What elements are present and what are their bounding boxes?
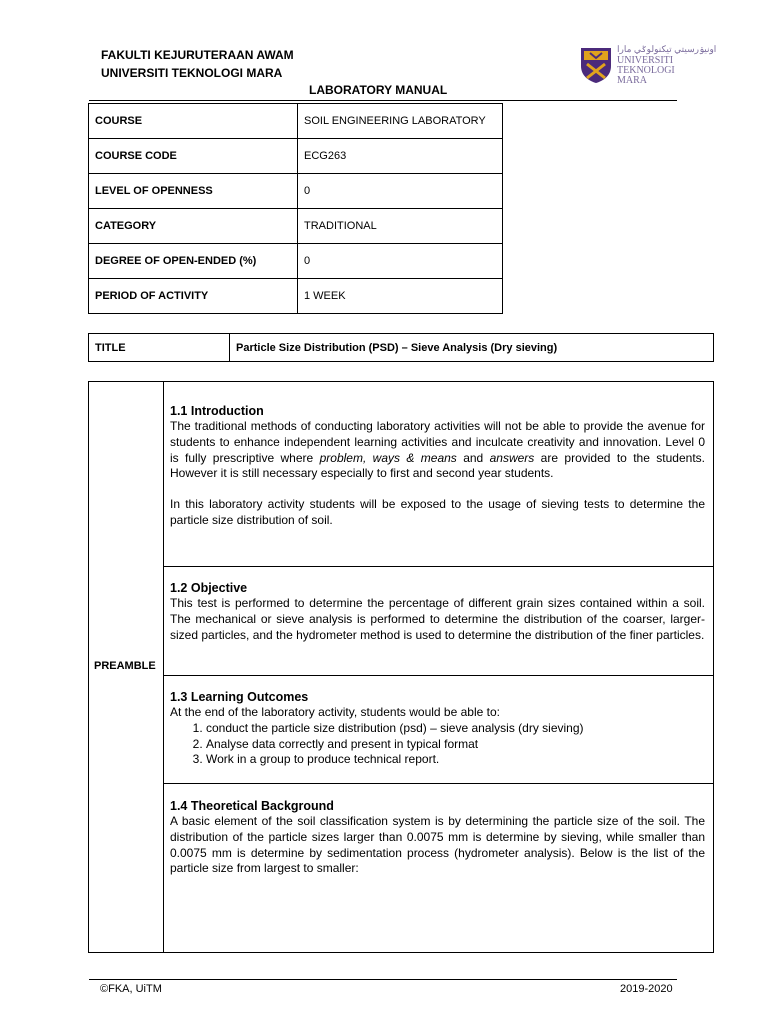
introduction-text-c: are provided to the students. However it is still necessary especially to first and second year students. xyxy=(170,450,705,481)
academic-year: 2019-2020 xyxy=(620,983,673,995)
objective-heading: 1.2 Objective xyxy=(170,581,248,595)
table-row xyxy=(89,244,503,279)
theoretical-background-section xyxy=(164,783,713,952)
table-row xyxy=(89,334,714,362)
title-value: Particle Size Distribution (PSD) – Sieve Analysis (Dry sieving) xyxy=(230,334,714,362)
list-item: 3. Work in a group to produce technical report. xyxy=(206,752,705,768)
degree-open-ended-label: DEGREE OF OPEN-ENDED (%) xyxy=(89,244,298,279)
level-of-openness-value: 0 xyxy=(298,174,503,209)
objective-section xyxy=(164,566,713,676)
course-label: COURSE xyxy=(89,104,298,139)
course-code-label: COURSE CODE xyxy=(89,139,298,174)
copyright: ©FKA, UiTM xyxy=(100,983,162,995)
course-code-value: ECG263 xyxy=(298,139,503,174)
course-value: SOIL ENGINEERING LABORATORY xyxy=(298,104,503,139)
theoretical-background-text: A basic element of the soil classification system is by determining the particle size of the soil. The distribution of the particle sizes larger than 0.0075 mm is determine by sieving, while smaller than 0.0075 mm is determine by sedimentation process (hydrometer analysis). Below is the list of the particle size from largest to smaller: xyxy=(170,814,705,876)
learning-outcomes-intro: At the end of the laboratory activity, students would be able to: xyxy=(170,705,500,719)
logo-arabic-text: اونيۏرسيتي تيكنولوݢي مارا xyxy=(617,44,717,54)
logo-line-1: UNIVERSITI xyxy=(617,55,674,66)
introduction-text-a: The traditional methods of conducting laboratory activities will not be able to provide the avenue for students to enhance independent learning activities and inculcate creativity and innovation. Level 0 is fully prescriptive where xyxy=(170,419,705,465)
table-row xyxy=(89,174,503,209)
level-of-openness-label: LEVEL OF OPENNESS xyxy=(89,174,298,209)
table-row xyxy=(89,139,503,174)
theoretical-background-heading: 1.4 Theoretical Background xyxy=(170,799,334,813)
learning-outcomes-section xyxy=(164,675,713,784)
university-name: UNIVERSITI TEKNOLOGI MARA xyxy=(101,66,283,80)
table-row xyxy=(89,104,503,139)
introduction-paragraph-2: In this laboratory activity students will be exposed to the usage of sieving tests to determine the particle size distribution of soil. xyxy=(170,497,705,527)
preamble-label: PREAMBLE xyxy=(94,660,156,672)
title-label: TITLE xyxy=(89,334,230,362)
introduction-emphasis-1: problem, ways & means xyxy=(319,450,457,465)
table-row xyxy=(89,209,503,244)
introduction-emphasis-2: answers xyxy=(489,450,535,465)
category-value: TRADITIONAL xyxy=(298,209,503,244)
list-item: 2. Analyse data correctly and present in typical format xyxy=(206,737,705,753)
course-info-table xyxy=(88,103,503,314)
degree-open-ended-value: 0 xyxy=(298,244,503,279)
period-of-activity-value: 1 WEEK xyxy=(298,279,503,314)
category-label: CATEGORY xyxy=(89,209,298,244)
faculty-name: FAKULTI KEJURUTERAAN AWAM xyxy=(101,48,294,62)
preamble-label-cell xyxy=(89,382,164,952)
list-item: 1. conduct the particle size distribution (psd) – sieve analysis (dry sieving) xyxy=(206,721,705,737)
period-of-activity-label: PERIOD OF ACTIVITY xyxy=(89,279,298,314)
header-divider xyxy=(89,100,677,101)
learning-outcomes-heading: 1.3 Learning Outcomes xyxy=(170,690,309,704)
introduction-heading: 1.1 Introduction xyxy=(170,404,264,418)
footer-divider xyxy=(89,979,677,980)
table-row xyxy=(89,279,503,314)
logo-line-3: MARA xyxy=(617,75,648,86)
introduction-paragraph-1 xyxy=(170,419,705,482)
logo-line-2: TEKNOLOGI xyxy=(617,65,675,76)
uitm-crest-icon xyxy=(579,46,613,84)
manual-title: LABORATORY MANUAL xyxy=(309,83,448,97)
introduction-text-b: and xyxy=(456,450,490,465)
uitm-logo xyxy=(571,38,717,92)
preamble-table xyxy=(88,381,714,953)
title-table xyxy=(88,333,714,362)
learning-outcomes-list xyxy=(170,721,705,768)
introduction-section xyxy=(164,382,713,567)
objective-text: This test is performed to determine the percentage of different grain sizes contained within a soil. The mechanical or sieve analysis is performed to determine the distribution of the coarser, larger-sized particles, and the hydrometer method is used to determine the distribution of the finer particles. xyxy=(170,596,705,642)
